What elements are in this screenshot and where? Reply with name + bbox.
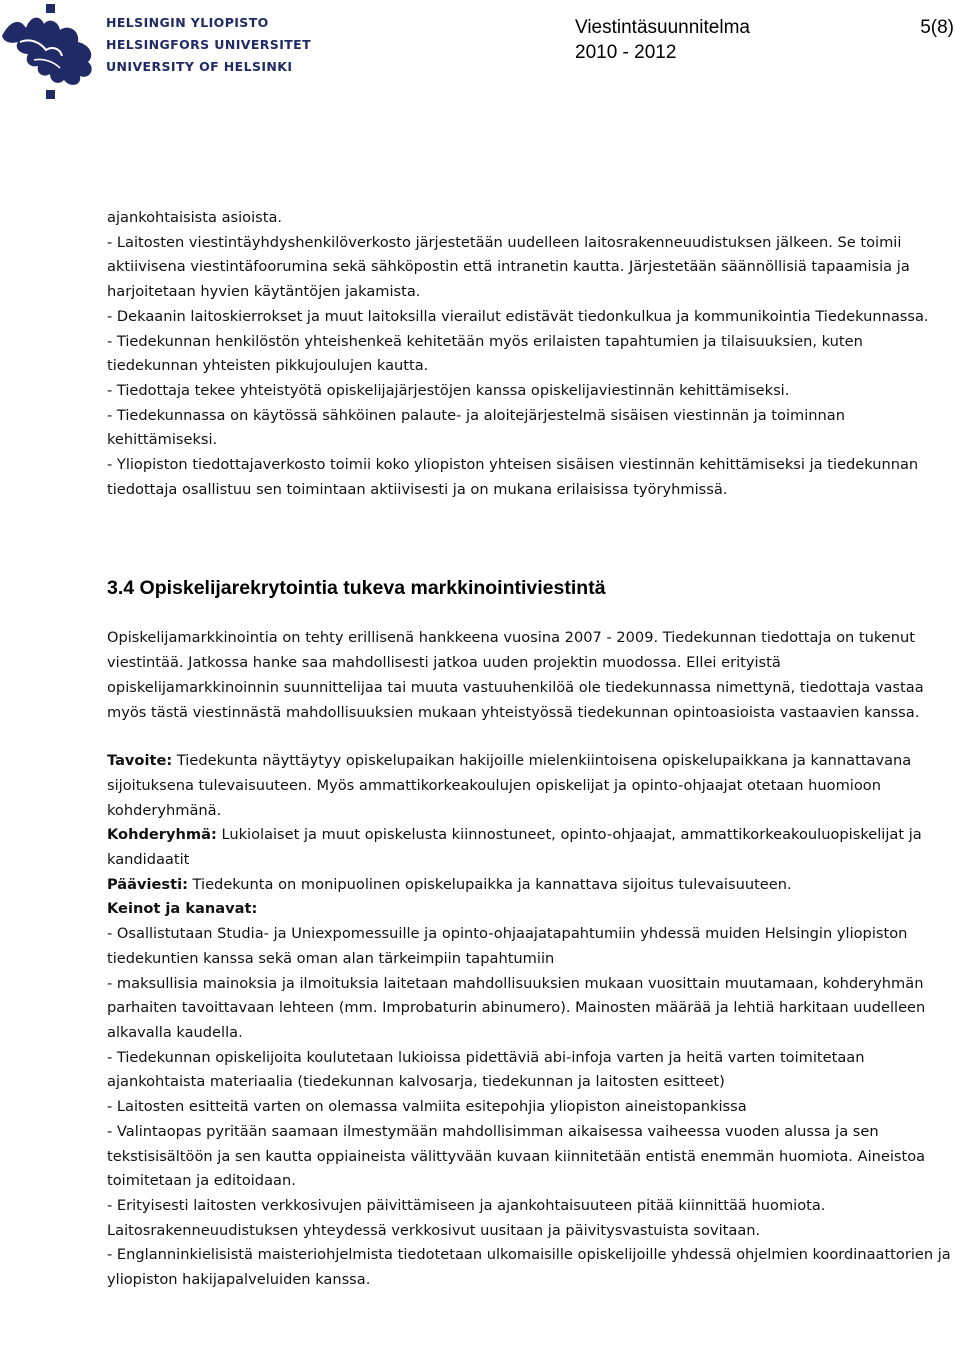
document-body: [107, 206, 955, 1293]
message-paragraph: [107, 873, 955, 898]
document-years: 2010 - 2012: [575, 42, 677, 63]
means-label: Keinot ja kanavat:: [107, 900, 258, 918]
page-number: 5(8): [920, 17, 954, 38]
means-item: - Erityisesti laitosten verkkosivujen päivittämiseen ja ajankohtaisuuteen pitää kiinnittää huomiota. Laitosrakenneuudistuksen yhteydessä verkkosivut uusitaan ja päivitysvastuista sovitaan.: [107, 1196, 826, 1239]
logo-line-sv: HELSINGFORS UNIVERSITET: [106, 37, 312, 52]
means-item: - Tiedekunnan opiskelijoita koulutetaan lukioissa pidettäviä abi-infoja varten ja heitä varten toimitetaan ajankohtaista materiaalia (tiedekunnan kalvosarja, tiedekunnan ja laitosten esitteet): [107, 1048, 865, 1091]
goal-text: Tiedekunta näyttäytyy opiskelupaikan hakijoille mielenkiintoisena opiskelupaikkana ja kannattavana sijoituksena tulevaisuuteen. Myös ammattikorkeakoulujen opiskelijat ja opinto-ohjaajat otetaan huomioon kohderyhmänä.: [107, 752, 912, 819]
university-flame-logo: [0, 2, 98, 102]
paragraph: - Yliopiston tiedottajaverkosto toimii koko yliopiston yhteisen sisäisen viestinnän kehittämiseksi ja tiedekunnan tiedottaja osallistuu sen toimintaan aktiivisesti ja on mukana erilaisissa työryhmissä.: [107, 456, 919, 498]
paragraph: - Laitosten viestintäyhdyshenkilöverkosto järjestetään uudelleen laitosrakenneuudistuksen jälkeen. Se toimii aktiivisena viestintäfoorumina sekä sähköpostin että intranetin kautta. Järjestetään säännöllisiä tapaamisia ja harjoitetaan hyvien käytäntöjen jakamista.: [107, 233, 910, 301]
means-item: - Osallistutaan Studia- ja Uniexpomessuille ja opinto-ohjaajatapahtumiin yhdessä muiden Helsingin yliopiston tiedekuntien kanssa sekä oman alan tärkeimpiin tapahtumiin: [107, 925, 908, 967]
message-label: Pääviesti:: [107, 875, 188, 893]
paragraph: - Tiedekunnassa on käytössä sähköinen palaute- ja aloitejärjestelmä sisäisen viestinnän ja toiminnan kehittämiseksi.: [107, 406, 845, 449]
target-text: Lukiolaiset ja muut opiskelusta kiinnostuneet, opinto-ohjaajat, ammattikorkeakouluopiskelijat ja kandidaatit: [107, 826, 922, 869]
target-paragraph: [107, 823, 955, 872]
goal-paragraph: [107, 749, 955, 823]
means-item: - maksullisia mainoksia ja ilmoituksia laitetaan mahdollisuuksien mukaan vuosittain muutamaan, kohderyhmän parhaiten tavoittavaan lehteen (mm. Improbaturin abinumero). Mainosten määrää ja lehtiä harkitaan uudelleen alkavalla kaudella.: [107, 974, 926, 1041]
paragraph: - Dekaanin laitoskierrokset ja muut laitoksilla vierailut edistävät tiedonkulkua ja kommunikointia Tiedekunnassa.: [107, 307, 929, 325]
page-header: [0, 0, 960, 110]
document-title: Viestintäsuunnitelma: [575, 17, 750, 38]
section-lead: Opiskelijamarkkinointia on tehty erillisenä hankkeena vuosina 2007 - 2009. Tiedekunnan tiedottaja on tukenut viestintää. Jatkossa hanke saa mahdollisesti jatkoa uuden projektin muodossa. Ellei erityistä opiskelijamarkkinoinnin suunnittelijaa tai muuta vastuuhenkilöä ole tiedekunnassa nimettynä, tiedottaja vastaa myös tästä viestinnästä mahdollisuuksien mukaan yhteistyössä tiedekunnan opintoasioista vastaavien kanssa.: [107, 629, 924, 721]
section-heading: 3.4 Opiskelijarekrytointia tukeva markkinointiviestintä: [107, 577, 606, 600]
paragraph: - Tiedekunnan henkilöstön yhteishenkeä kehitetään myös erilaisten tapahtumien ja tilaisuuksien, kuten tiedekunnan yhteisten pikkujoulujen kautta.: [107, 332, 863, 375]
means-item: - Valintaopas pyritään saamaan ilmestymään mahdollisimman aikaisessa vaiheessa vuoden alussa ja sen tekstisisältöön ja sen kautta oppiaineista välittyvään kuvaan kiinnitetään entistä enemmän huomiota. Aineistoa toimitetaan ja editoidaan.: [107, 1122, 926, 1190]
university-name: [106, 12, 311, 78]
target-label: Kohderyhmä:: [107, 826, 217, 844]
means-item: - Laitosten esitteitä varten on olemassa valmiita esitepohjia yliopiston aineistopankissa: [107, 1098, 747, 1116]
paragraph: - Tiedottaja tekee yhteistyötä opiskelijajärjestöjen kanssa opiskelijaviestinnän kehittämiseksi.: [107, 381, 790, 399]
goal-label: Tavoite:: [107, 752, 173, 770]
paragraph: ajankohtaisista asioista.: [107, 209, 283, 226]
means-item: - Englanninkielisistä maisteriohjelmista tiedotetaan ulkomaisille opiskelijoille yhdessä ohjelmien koordinaattorien ja yliopiston hakijapalveluiden kanssa.: [107, 1246, 951, 1289]
logo-line-fi: HELSINGIN YLIOPISTO: [106, 15, 269, 30]
logo-line-en: UNIVERSITY OF HELSINKI: [106, 59, 293, 74]
message-text: Tiedekunta on monipuolinen opiskelupaikka ja kannattava sijoitus tulevaisuuteen.: [187, 875, 792, 893]
